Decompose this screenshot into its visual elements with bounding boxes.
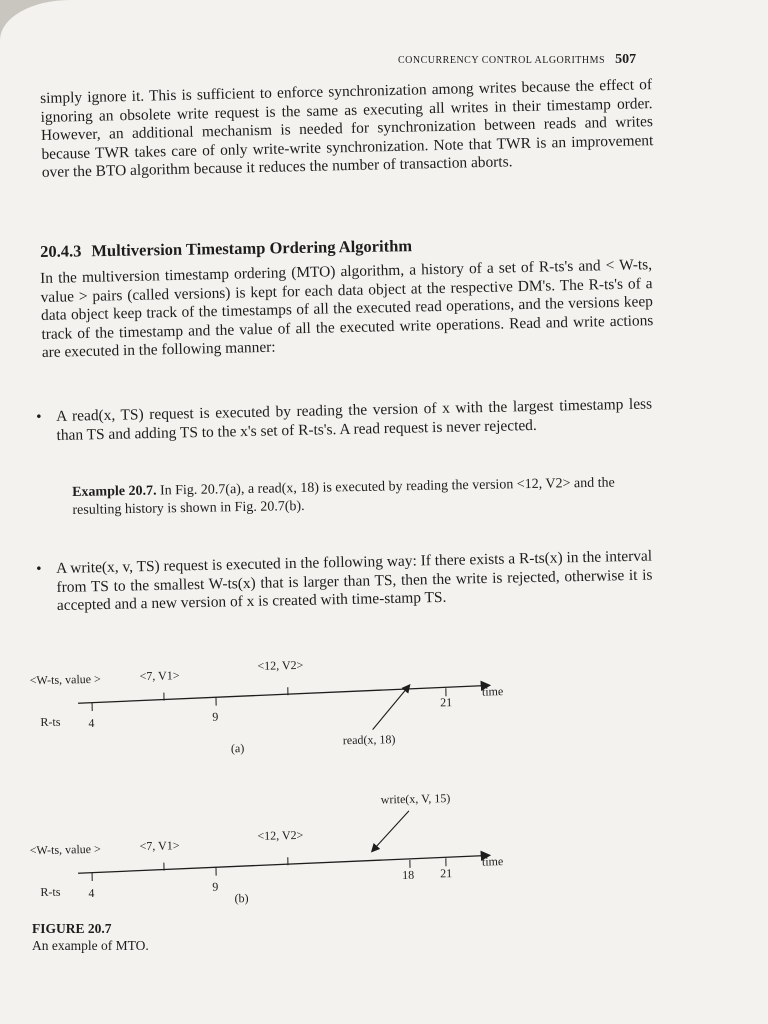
- figure-caption-title: FIGURE 20.7: [32, 921, 112, 936]
- section-number: 20.4.3: [40, 241, 82, 261]
- read-request-a: read(x, 18): [342, 732, 396, 748]
- bullet-dot: •: [36, 408, 42, 426]
- sub-label-b: (b): [234, 891, 249, 906]
- rts-9-a: 9: [212, 709, 219, 724]
- bullet-read-text: A read(x, TS) request is executed by reading the version of x with the largest timestamp less than TS and adding TS to the x's set of R-ts's. A read request is never rejected.: [56, 395, 653, 444]
- tick-label-18-b: 18: [402, 867, 415, 883]
- rts-4-a: 4: [88, 715, 95, 731]
- running-header: [398, 52, 658, 68]
- rts-label-a: R-ts: [40, 714, 61, 729]
- paragraph-twr: simply ignore it. This is sufficient to enforce synchronization among writes because the effect of ignoring an obsolete write request is the same as executing all writes in their timestamp order. However, an additional mechanism is needed for synchronization between reads and writes because TWR takes care of only write-write synchronization. Note that TWR is an improvement over the BTO algorithm because it reduces the number of transaction aborts.: [40, 76, 654, 182]
- read-arrow-a: [372, 685, 411, 730]
- figure-caption: [32, 920, 149, 954]
- version1-b: <7, V1>: [139, 838, 180, 854]
- example-block: [72, 474, 653, 520]
- timeline-b: [78, 855, 490, 873]
- diagram-a: [29, 654, 504, 759]
- write-arrow-b: [371, 811, 410, 852]
- figure-caption-text: An example of MTO.: [32, 938, 149, 953]
- tick-label-21-a: 21: [439, 695, 453, 710]
- running-header-title: CONCURRENCY CONTROL ALGORITHMS: [398, 55, 606, 66]
- page-number: 507: [615, 52, 637, 67]
- rts-label-b: R-ts: [40, 884, 61, 899]
- version2-b: <12, V2>: [257, 827, 304, 843]
- version2-a: <12, V2>: [257, 657, 304, 673]
- figure-20-7: [0, 640, 768, 925]
- tick-label-21-b: 21: [440, 866, 453, 881]
- rts-9-b: 9: [212, 879, 219, 894]
- versions-label-a: <W-ts, value >: [29, 671, 101, 688]
- figure-diagram: [0, 640, 768, 920]
- time-label-a: time: [481, 684, 504, 699]
- diagram-b: [29, 790, 504, 909]
- bullet-write: [36, 547, 653, 616]
- versions-label-b: <W-ts, value >: [29, 841, 101, 858]
- bullet-read: [36, 395, 653, 446]
- time-label-b: time: [481, 854, 504, 869]
- example-text: In Fig. 20.7(a), a read(x, 18) is executed by reading the version <12, V2> and the resulting history is shown in Fig. 20.7(b).: [72, 475, 615, 518]
- timeline-a: [78, 685, 490, 703]
- bullet-dot: •: [36, 560, 42, 578]
- rts-4-b: 4: [88, 885, 95, 901]
- section-title: Multiversion Timestamp Ordering Algorithm: [91, 236, 413, 261]
- paragraph-mto: In the multiversion timestamp ordering (MTO) algorithm, a history of a set of R-ts's and < W-ts, value > pairs (called versions) is kept for each data object at the respective DM's. The R-ts's of a data object keep track of the timestamps of all the executed read operations, and the versions keep track of the timestamp and the value of all the executed write operations. Read and write actions are executed in the following manner:: [40, 256, 654, 362]
- write-request-b: write(x, V, 15): [380, 791, 451, 807]
- example-label: Example 20.7.: [72, 483, 157, 500]
- bullet-write-text: A write(x, v, TS) request is executed in the following way: If there exists a R-ts(x) in the interval from TS to the smallest W-ts(x) that is larger than TS, then the write is rejected, otherwise it is accepted and a new version of x is created with time-stamp TS.: [56, 547, 653, 615]
- sub-label-a: (a): [230, 741, 245, 756]
- version1-a: <7, V1>: [139, 668, 180, 684]
- section-heading: [40, 236, 412, 262]
